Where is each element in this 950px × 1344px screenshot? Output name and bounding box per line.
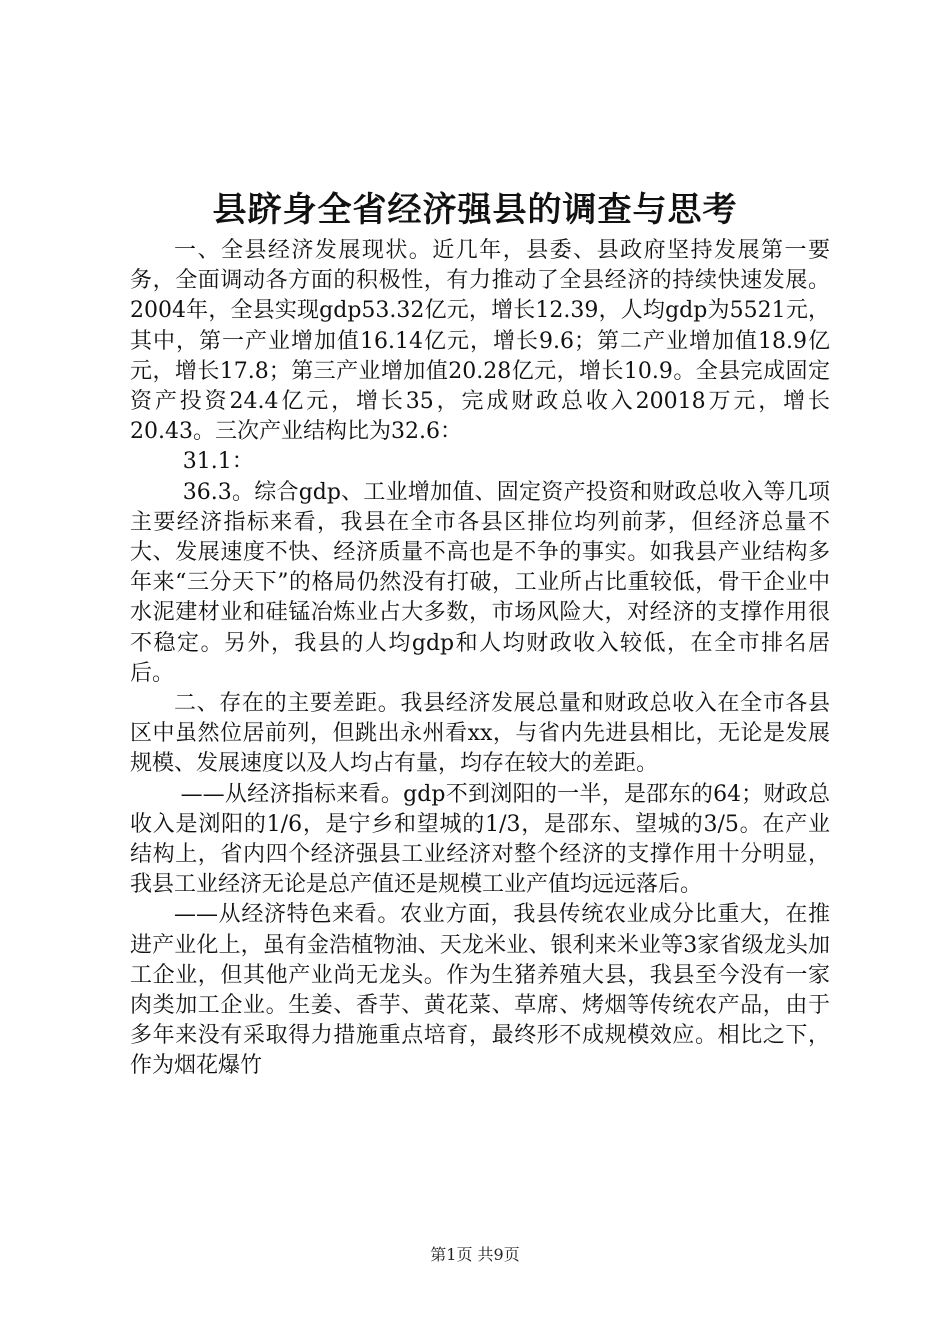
paragraph-main-gaps: 二、存在的主要差距。我县经济发展总量和财政总收入在全市各县区中虽然位居前列，但跳出永州看xx，与省内先进县相比，无论是发展规模、发展速度以及人均占有量，均存在较大的差距。 [130,691,830,777]
paragraph-economic-features: ——从经济特色来看。农业方面，我县传统农业成分比重大，在推进产业化上，虽有金浩植物油、天龙米业、银利来米业等3家省级龙头加工企业，但其他产业尚无龙头。作为生猪养殖大县，我县至今没有一家肉类加工企业。生姜、香芋、黄花菜、草席、烤烟等传统农产品，由于多年来没有采取得力措施重点培育，最终形不成规模效应。相比之下，作为烟花爆竹 [130,902,830,1079]
page-footer: 第1页 共9页 [430,1245,520,1264]
document-title: 县跻身全省经济强县的调查与思考 [212,190,738,230]
paragraph-ratio-analysis: 36.3。综合gdp、工业增加值、固定资产投资和财政总收入等几项主要经济指标来看，我县在全市各县区排位均列前茅，但经济总量不大、发展速度不快、经济质量不高也是不争的事实。如我县产业结构多年来“三分天下”的格局仍然没有打破，工业所占比重较低，骨干企业中水泥建材业和硅锰冶炼业占大多数，市场风险大，对经济的支撑作用很不稳定。另外，我县的人均gdp和人均财政收入较低，在全市排名居后。 [130,479,830,686]
paragraph-economic-status: 一、全县经济发展现状。近几年，县委、县政府坚持发展第一要务，全面调动各方面的积极性，有力推动了全县经济的持续快速发展。2004年，全县实现gdp53.32亿元，增长12.39，人均gdp为5521元，其中，第一产业增加值16.14亿元，增长9.6；第二产业增加值18.9亿元，增长17.8；第三产业增加值20.28亿元，增长10.9。全县完成固定资产投资24.4亿元，增长35，完成财政总收入20018万元，增长20.43。三次产业结构比为32.6： [130,238,830,445]
paragraph-economic-indicators: ——从经济指标来看。gdp不到浏阳的一半，是邵东的64；财政总收入是浏阳的1/6，是宁乡和望城的1/3，是邵东、望城的3/5。在产业结构上，省内四个经济强县工业经济对整个经济的支撑作用十分明显，我县工业经济无论是总产值还是规模工业产值均远远落后。 [130,781,830,898]
document-body [130,236,830,1082]
paragraph-ratio-continued: 31.1： [182,449,254,475]
